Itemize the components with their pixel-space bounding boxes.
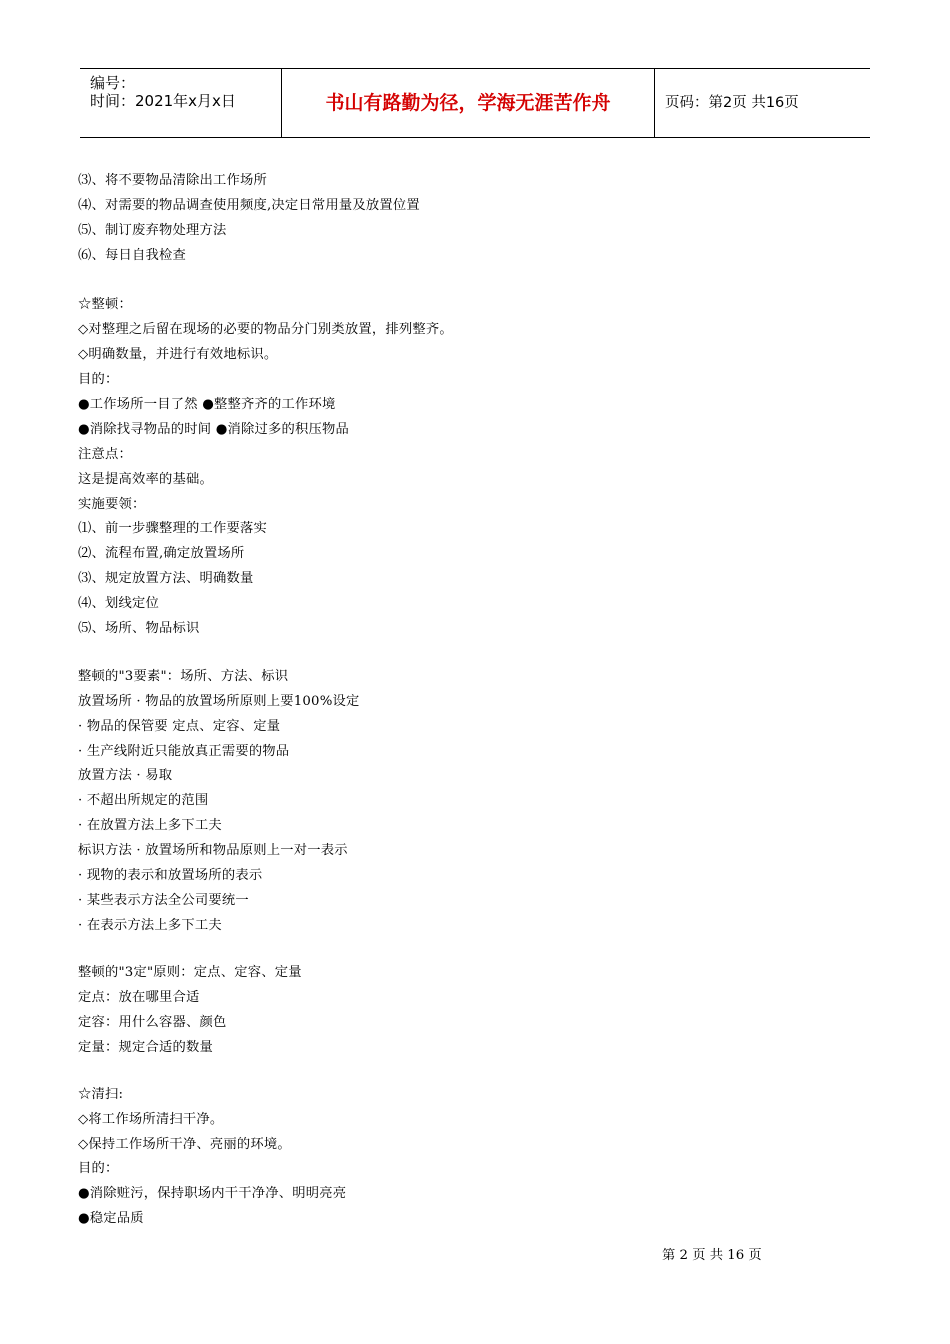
body-line: 标识方法 · 放置场所和物品原则上一对一表示 (78, 843, 348, 858)
body-line: · 在表示方法上多下工夫 (78, 918, 222, 933)
body-line: ⑸、制订废弃物处理方法 (78, 223, 227, 238)
body-line: 定量：规定合适的数量 (78, 1040, 213, 1055)
body-line: ◇明确数量，并进行有效地标识。 (78, 347, 278, 362)
body-line: · 不超出所规定的范围 (78, 793, 209, 808)
body-line: · 在放置方法上多下工夫 (78, 818, 222, 833)
body-line: ◇将工作场所清扫干净。 (78, 1112, 224, 1127)
document-number-label: 编号： (90, 74, 136, 92)
body-line: 这是提高效率的基础。 (78, 472, 213, 487)
body-line: 定点：放在哪里合适 (78, 990, 200, 1005)
body-line: ⑶、规定放置方法、明确数量 (78, 571, 254, 586)
header-page-info: 页码：第2页 共16页 (665, 95, 799, 111)
body-line: ●消除找寻物品的时间 ●消除过多的积压物品 (78, 422, 349, 437)
body-line: ●工作场所一目了然 ●整整齐齐的工作环境 (78, 397, 336, 412)
body-line: ◇对整理之后留在现场的必要的物品分门别类放置，排列整齐。 (78, 322, 453, 337)
body-line: · 生产线附近只能放真正需要的物品 (78, 744, 290, 759)
body-line: ⑴、前一步骤整理的工作要落实 (78, 521, 267, 536)
header-motto-cell (282, 69, 655, 137)
section-heading-seiton: ☆整顿： (78, 297, 132, 312)
page-footer: 第 2 页 共 16 页 (662, 1248, 762, 1263)
section-heading-seiso: ☆清扫: (78, 1087, 124, 1102)
body-line: · 物品的保管要 定点、定容、定量 (78, 719, 281, 734)
page-header (80, 68, 870, 138)
body-line: 定容：用什么容器、颜色 (78, 1015, 227, 1030)
body-line: 整顿的"3定"原则：定点、定容、定量 (78, 965, 302, 980)
body-line: ⑵、流程布置,确定放置场所 (78, 546, 245, 561)
body-line: 目的： (78, 1161, 119, 1176)
body-line: ⑹、每日自我检查 (78, 248, 186, 263)
header-page-cell (655, 69, 870, 137)
body-line: 实施要领： (78, 497, 146, 512)
body-line: 目的： (78, 372, 119, 387)
body-line: 注意点： (78, 447, 132, 462)
body-line: ⑶、将不要物品清除出工作场所 (78, 173, 267, 188)
body-line: ●消除赃污，保持职场内干干净净、明明亮亮 (78, 1186, 347, 1201)
body-line: 放置方法 · 易取 (78, 768, 173, 783)
body-line: 整顿的"3要素"：场所、方法、标识 (78, 669, 289, 684)
body-line: 放置场所 · 物品的放置场所原则上要100%设定 (78, 694, 360, 709)
header-meta-cell (80, 69, 282, 137)
header-motto: 书山有路勤为径，学海无涯苦作舟 (325, 92, 611, 114)
body-line: ⑷、对需要的物品调查使用频度,决定日常用量及放置位置 (78, 198, 420, 213)
body-line: ⑷、划线定位 (78, 596, 159, 611)
body-line: ●稳定品质 (78, 1211, 144, 1226)
body-line: ⑸、场所、物品标识 (78, 621, 200, 636)
body-line: · 现物的表示和放置场所的表示 (78, 868, 263, 883)
document-time-label: 时间：2021年x月x日 (90, 92, 236, 110)
body-line: · 某些表示方法全公司要统一 (78, 893, 249, 908)
body-line: ◇保持工作场所干净、亮丽的环境。 (78, 1137, 291, 1152)
